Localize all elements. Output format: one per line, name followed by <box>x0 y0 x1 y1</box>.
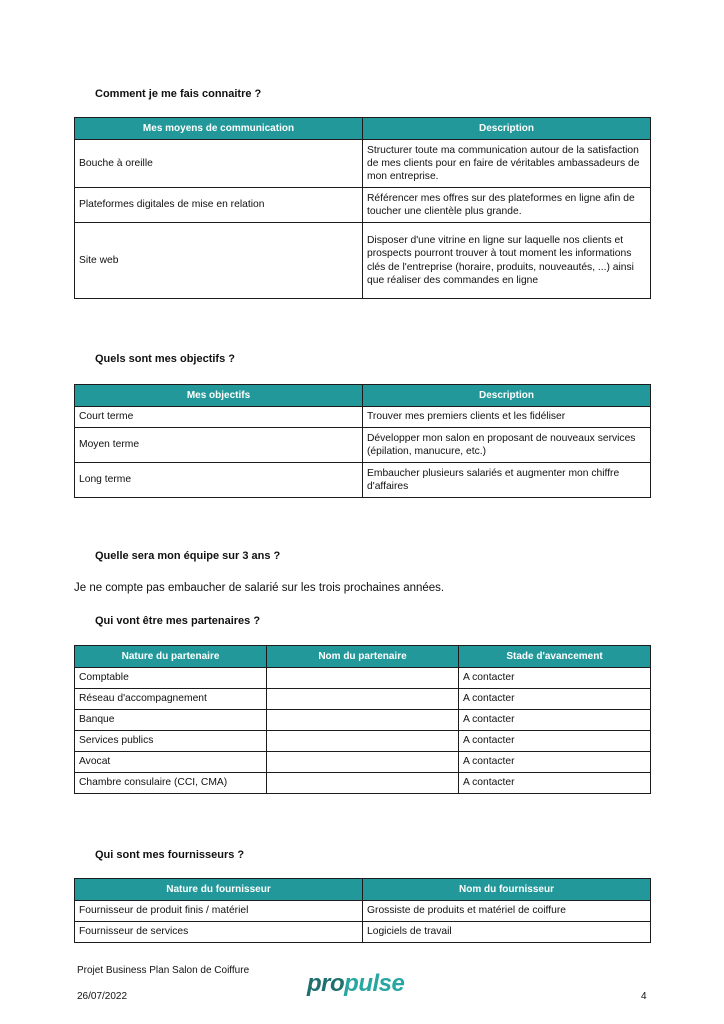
suppliers-table <box>74 878 651 943</box>
table-cell: Disposer d'une vitrine en ligne sur laquelle nos clients et prospects pourront trouver à tout moment les informations clés de l'entreprise (horaire, produits, nouveautés, ...) ainsi que réaliser des commandes en ligne <box>363 223 651 299</box>
table-row <box>75 668 651 689</box>
table-cell <box>267 773 459 794</box>
table-header-row <box>75 118 651 140</box>
column-header: Nature du fournisseur <box>75 879 363 901</box>
table-cell: A contacter <box>459 710 651 731</box>
table-cell: Services publics <box>75 731 267 752</box>
table-row <box>75 689 651 710</box>
table-row <box>75 731 651 752</box>
table-row <box>75 188 651 223</box>
team-text: Je ne compte pas embaucher de salarié sur les trois prochaines années. <box>74 582 445 594</box>
table-cell: Bouche à oreille <box>75 140 363 188</box>
table-cell: Comptable <box>75 668 267 689</box>
table-cell <box>267 731 459 752</box>
table-row <box>75 752 651 773</box>
table-row <box>75 710 651 731</box>
table-cell: Développer mon salon en proposant de nouveaux services (épilation, manucure, etc.) <box>363 428 651 463</box>
footer-project-title: Projet Business Plan Salon de Coiffure <box>77 965 250 976</box>
table-cell: Court terme <box>75 407 363 428</box>
table-cell: A contacter <box>459 752 651 773</box>
table-cell <box>267 689 459 710</box>
partners-table <box>74 645 651 794</box>
logo-part-pro: pro <box>307 970 345 997</box>
heading-suppliers: Qui sont mes fournisseurs ? <box>95 849 245 861</box>
objectives-table <box>74 384 651 498</box>
table-cell <box>267 752 459 773</box>
table-cell: Réseau d'accompagnement <box>75 689 267 710</box>
footer-date: 26/07/2022 <box>77 991 128 1002</box>
logo-part-pulse: pulse <box>344 970 405 997</box>
communication-table <box>74 117 651 299</box>
table-cell: Grossiste de produits et matériel de coiffure <box>363 901 651 922</box>
table-row <box>75 922 651 943</box>
column-header: Mes moyens de communication <box>75 118 363 140</box>
table-cell: Embaucher plusieurs salariés et augmenter mon chiffre d'affaires <box>363 463 651 498</box>
table-cell: A contacter <box>459 668 651 689</box>
column-header: Nature du partenaire <box>75 646 267 668</box>
propulse-logo <box>307 970 404 998</box>
column-header: Mes objectifs <box>75 385 363 407</box>
page-number: 4 <box>641 991 647 1002</box>
table-row <box>75 428 651 463</box>
table-header-row <box>75 385 651 407</box>
table-cell: Fournisseur de services <box>75 922 363 943</box>
table-cell <box>267 710 459 731</box>
table-cell: Site web <box>75 223 363 299</box>
column-header: Description <box>363 385 651 407</box>
table-cell: Logiciels de travail <box>363 922 651 943</box>
table-row <box>75 223 651 299</box>
table-header-row <box>75 646 651 668</box>
table-cell: Chambre consulaire (CCI, CMA) <box>75 773 267 794</box>
table-cell: Référencer mes offres sur des plateformes en ligne afin de toucher une clientèle plus grande. <box>363 188 651 223</box>
table-cell: Fournisseur de produit finis / matériel <box>75 901 363 922</box>
heading-team: Quelle sera mon équipe sur 3 ans ? <box>95 550 281 562</box>
table-cell: Banque <box>75 710 267 731</box>
table-cell: A contacter <box>459 689 651 710</box>
column-header: Stade d'avancement <box>459 646 651 668</box>
table-cell: Moyen terme <box>75 428 363 463</box>
table-row <box>75 463 651 498</box>
column-header: Nom du partenaire <box>267 646 459 668</box>
table-cell: Avocat <box>75 752 267 773</box>
table-row <box>75 407 651 428</box>
table-cell: Structurer toute ma communication autour de la satisfaction de mes clients pour en faire de véritables ambassadeurs de mon entreprise. <box>363 140 651 188</box>
table-cell: A contacter <box>459 731 651 752</box>
column-header: Description <box>363 118 651 140</box>
column-header: Nom du fournisseur <box>363 879 651 901</box>
table-row <box>75 773 651 794</box>
table-row <box>75 901 651 922</box>
table-cell: Plateformes digitales de mise en relation <box>75 188 363 223</box>
table-cell <box>267 668 459 689</box>
heading-partners: Qui vont être mes partenaires ? <box>95 615 261 627</box>
heading-communication: Comment je me fais connaitre ? <box>95 88 262 100</box>
table-cell: Long terme <box>75 463 363 498</box>
heading-objectives: Quels sont mes objectifs ? <box>95 353 235 365</box>
table-header-row <box>75 879 651 901</box>
table-cell: A contacter <box>459 773 651 794</box>
table-cell: Trouver mes premiers clients et les fidéliser <box>363 407 651 428</box>
table-row <box>75 140 651 188</box>
